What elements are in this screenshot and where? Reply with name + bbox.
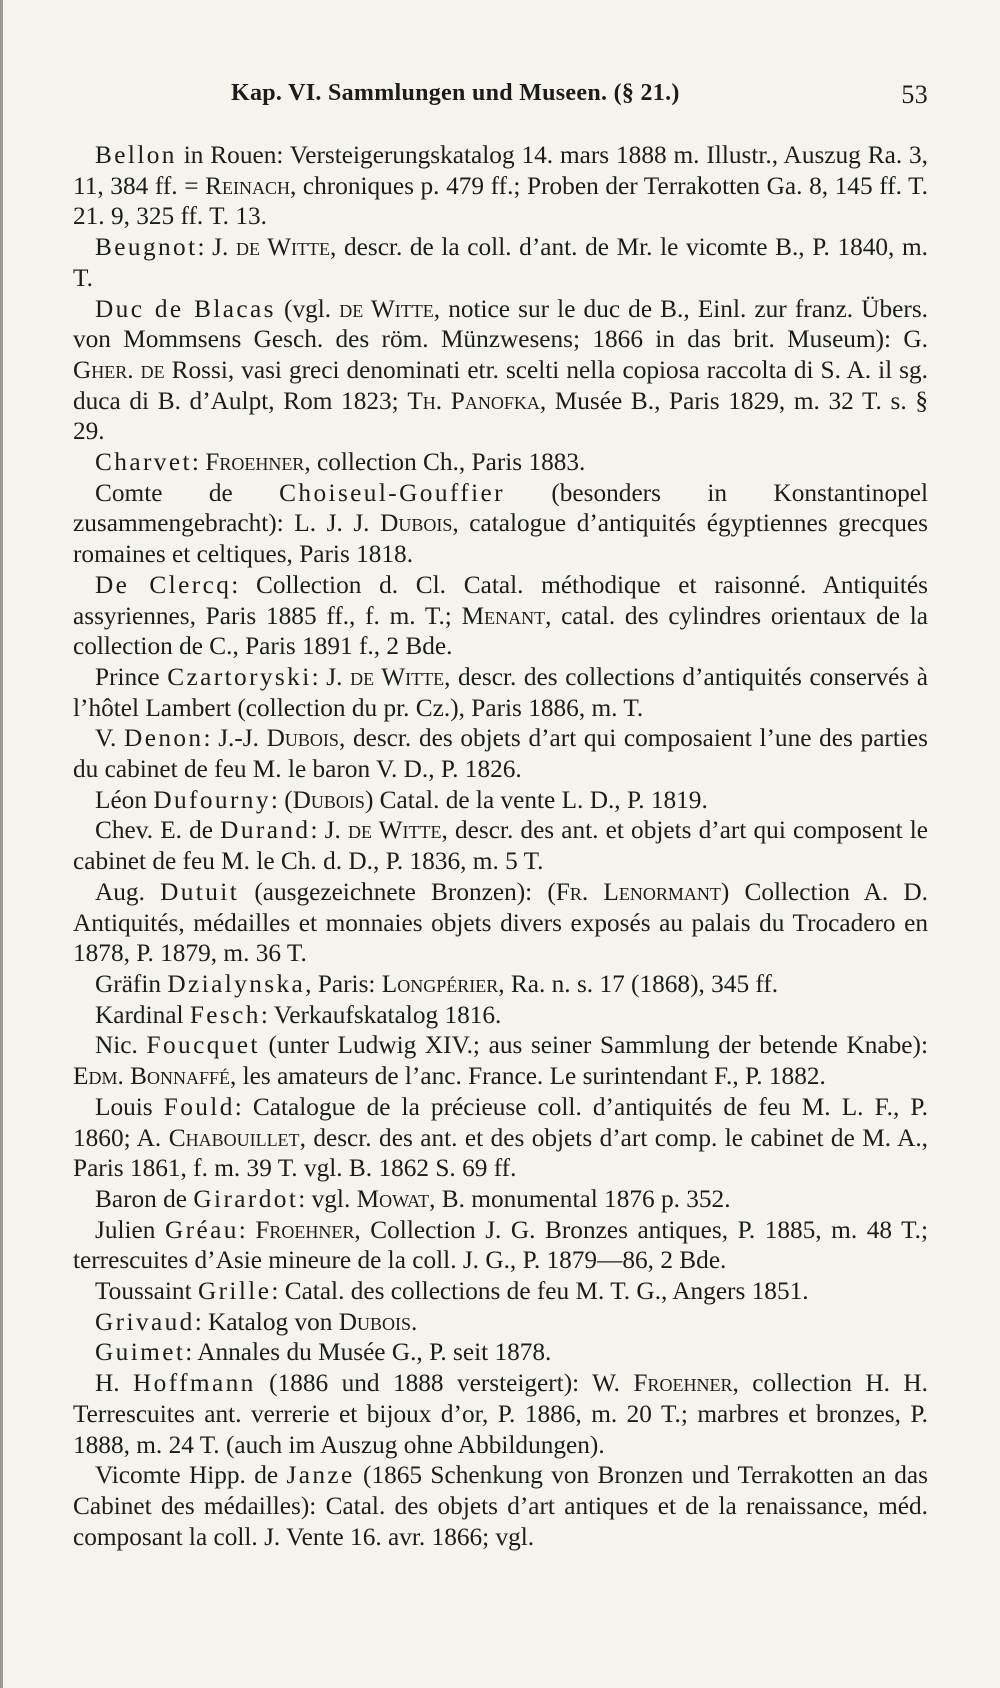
- entry-text: (besonders in Konstantinopel zusammengebracht): L. J. J.: [73, 478, 928, 538]
- collection-entry: [73, 478, 928, 570]
- author-name: de: [140, 355, 165, 384]
- author-name: Longpérier: [381, 969, 499, 998]
- entry-text: , B. monumental 1876 p. 352.: [429, 1184, 731, 1213]
- entry-text: : Verkaufskatalog 1816.: [260, 1000, 502, 1029]
- entry-text: , les amateurs de l’anc. France. Le surintendant F., P. 1882.: [230, 1062, 826, 1091]
- collection-entry: [73, 1092, 928, 1184]
- entry-text: : Katalog von: [194, 1307, 339, 1336]
- collector-name: Duc de Blacas: [95, 294, 276, 323]
- collector-name: Denon: [124, 724, 204, 753]
- collector-name: De Clercq: [95, 570, 232, 599]
- entry-text: Baron de: [95, 1184, 194, 1213]
- chapter-title: Kap. VI. Sammlungen und Museen. (§ 21.): [231, 80, 680, 106]
- page-number: 53: [901, 80, 928, 109]
- entry-text: Prince: [95, 662, 168, 691]
- collector-name: Girardot: [193, 1184, 299, 1213]
- entry-text: , descr. de la coll. d’ant. de Mr. le vicomte B., P. 1840, m. T.: [73, 233, 928, 292]
- entry-text: : Collection d. Cl. Catal. méthodique et raisonné. Antiquités assyriennes, Paris 1885 ff., f. m. T.;: [73, 570, 928, 630]
- collection-entry: [73, 1030, 928, 1091]
- author-name: Dubois: [338, 1307, 412, 1336]
- entry-text: : J.: [197, 233, 236, 262]
- author-name: Dubois: [266, 724, 339, 753]
- collector-name: Durand: [220, 816, 311, 845]
- collector-name: Beugnot: [95, 233, 198, 262]
- author-name: Th. Panofka: [407, 386, 540, 415]
- entry-text: Rossi, vasi greci denominati etr. scelti nella copiosa raccolta di S. A. il sg. duca di B. d’Aulpt, Rom 1823;: [73, 355, 928, 415]
- author-name: Mowat: [356, 1184, 430, 1213]
- collector-name: Dzialynska: [167, 969, 306, 998]
- author-name: Gher: [73, 355, 128, 384]
- collection-entry: [73, 1337, 928, 1368]
- entry-text: : J.: [310, 816, 348, 845]
- collection-entry: [73, 232, 928, 293]
- entry-text: , Ra. n. s. 17 (1868), 345 ff.: [498, 969, 779, 998]
- author-name: Edm. Bonnaffé: [73, 1062, 230, 1091]
- collector-name: Dutuit: [160, 877, 240, 906]
- collector-name: Dufourny: [153, 785, 271, 814]
- entry-text: Aug.: [95, 877, 161, 906]
- collection-entry: [73, 1307, 928, 1338]
- entry-text: , chroniques p. 479 ff.; Proben der Terrakotten Ga. 8, 145 ff. T. 21. 9, 325 ff. T. 13.: [73, 171, 929, 231]
- entry-text: (ausgezeichnete Bronzen): (: [239, 877, 556, 906]
- author-name: Froehner: [633, 1369, 733, 1398]
- author-name: Froehner: [255, 1215, 355, 1244]
- entry-text: V.: [95, 724, 125, 753]
- page-edge: [0, 0, 3, 1688]
- entry-text: (1865 Schenkung von Bronzen und Terrakotten an das Cabinet des médailles): Catal. des objets d’art antiques et de la renaissance, méd. composant la coll. J. Vente 16. avr. 1866; vgl.: [73, 1461, 928, 1551]
- author-name: de Witte: [339, 294, 434, 323]
- collector-name: Foucquet: [146, 1031, 260, 1060]
- collector-name: Janze: [286, 1461, 355, 1490]
- entry-text: (1886 und 1888 versteigert): W.: [255, 1369, 634, 1398]
- body-text: [73, 140, 928, 1552]
- collector-name: Bellon: [95, 141, 177, 169]
- author-name: Chabouillet: [168, 1123, 300, 1152]
- entry-text: : J.: [311, 662, 351, 691]
- collection-entry: [73, 447, 928, 478]
- collection-entry: [73, 1215, 928, 1276]
- entry-text: Chev. E. de: [95, 816, 221, 845]
- collection-entry: [73, 1000, 928, 1031]
- author-name: de Witte: [235, 233, 331, 262]
- collector-name: Guimet: [95, 1338, 186, 1367]
- entry-text: , catal. des cylindres orientaux de la collection de C., Paris 1891 f., 2 Bde.: [73, 601, 929, 661]
- collector-name: Grivaud: [95, 1307, 195, 1336]
- entry-text: Toussaint: [95, 1277, 198, 1306]
- collection-entry: [73, 1368, 928, 1460]
- collection-entry: [73, 1276, 928, 1307]
- entry-text: , descr. des ant. et des objets d’art comp. le cabinet de M. A., Paris 1861, f. m. 39 T. vgl. B. 1862 S. 69 ff.: [73, 1123, 929, 1183]
- author-name: Reinach: [205, 171, 290, 200]
- entry-text: .: [127, 355, 141, 384]
- collector-name: Czartoryski: [167, 662, 312, 691]
- entry-text: , catalogue d’antiquités égyptiennes grecques romaines et celtiques, Paris 1818.: [73, 509, 928, 569]
- collection-entry: [73, 877, 928, 969]
- entry-text: Gräfin: [95, 969, 168, 998]
- entry-text: ) Collection A. D. Antiquités, médailles et monnaies objets divers exposés au palais du Trocadero en 1878, P. 1879, m. 36 T.: [73, 877, 929, 968]
- entry-text: Comte de: [95, 478, 280, 507]
- collection-entry: [73, 294, 928, 448]
- entry-text: , notice sur le duc de B., Einl. zur franz. Übers. von Mommsens Gesch. des röm. Münzwesens; 1866 in das brit. Museum): G.: [73, 294, 928, 354]
- collection-entry: [73, 140, 928, 232]
- entry-text: :: [238, 1215, 256, 1244]
- entry-text: :: [191, 448, 206, 477]
- author-name: Froehner: [205, 448, 305, 477]
- collection-entry: [73, 723, 928, 784]
- entry-text: .: [411, 1307, 418, 1336]
- entry-text: (vgl.: [275, 294, 340, 323]
- entry-text: : Catalogue de la précieuse coll. d’antiquités de feu M. L. F., P. 1860; A.: [73, 1092, 928, 1152]
- collection-entry: [73, 570, 928, 662]
- entry-text: , Musée B., Paris 1829, m. 32 T. s. § 29.: [73, 386, 928, 446]
- entry-text: Kardinal: [95, 1000, 190, 1029]
- collector-name: Grille: [197, 1277, 272, 1306]
- entry-text: H.: [95, 1369, 134, 1398]
- author-name: de Witte: [350, 662, 445, 691]
- author-name: Menant: [461, 601, 546, 630]
- entry-text: , collection Ch., Paris 1883.: [304, 448, 586, 477]
- entry-text: Vicomte Hipp. de: [95, 1461, 287, 1490]
- collection-entry: [73, 785, 928, 816]
- entry-text: , Paris:: [305, 969, 382, 998]
- entry-text: : Annales du Musée G., P. seit 1878.: [185, 1338, 552, 1367]
- entry-text: : Catal. des collections de feu M. T. G., Angers 1851.: [271, 1277, 809, 1306]
- entry-text: ) Catal. de la vente L. D., P. 1819.: [364, 785, 708, 814]
- collection-entry: [73, 815, 928, 876]
- author-name: Dubois: [380, 509, 453, 538]
- entry-text: : (: [270, 785, 293, 814]
- collector-name: Gréau: [164, 1215, 239, 1244]
- collector-name: Fould: [163, 1092, 235, 1121]
- author-name: Dubois: [292, 785, 365, 814]
- author-name: Fr. Lenormant: [555, 877, 721, 906]
- entry-text: (unter Ludwig XIV.; aus seiner Sammlung der betende Knabe):: [259, 1031, 928, 1060]
- entry-text: Julien: [95, 1215, 165, 1244]
- entry-text: : vgl.: [298, 1184, 357, 1213]
- collection-entry: [73, 662, 928, 723]
- collection-entry: [73, 969, 928, 1000]
- entry-text: , collection H. H. Terrescuites ant. verrerie et bijoux d’or, P. 1886, m. 20 T.; marbres et bronzes, P. 1888, m. 24 T. (auch im Auszug ohne Abbildungen).: [73, 1369, 928, 1459]
- entry-text: , descr. des objets d’art qui composaient l’une des parties du cabinet de feu M. le baron V. D., P. 1826.: [73, 724, 928, 784]
- collector-name: Fesch: [189, 1000, 261, 1029]
- entry-text: Léon: [95, 785, 154, 814]
- collection-entry: [73, 1184, 928, 1215]
- entry-text: , descr. des ant. et objets d’art qui composent le cabinet de feu M. le Ch. d. D., P. 1836, m. 5 T.: [73, 816, 928, 876]
- entry-text: Louis: [95, 1092, 164, 1121]
- author-name: de Witte: [347, 816, 442, 845]
- collector-name: Choiseul-Gouffier: [279, 478, 505, 507]
- entry-text: , descr. des collections d’antiquités conservés à l’hôtel Lambert (collection du pr. Cz.), Paris 1886, m. T.: [73, 662, 929, 722]
- entry-text: , Collection J. G. Bronzes antiques, P. 1885, m. 48 T.; terrescuites d’Asie mineure de la coll. J. G., P. 1879—86, 2 Bde.: [73, 1215, 928, 1275]
- collector-name: Hoffmann: [133, 1369, 256, 1398]
- running-head: [231, 80, 928, 110]
- collector-name: Charvet: [95, 448, 192, 477]
- entry-text: : J.-J.: [203, 724, 267, 753]
- entry-text: Nic.: [95, 1031, 147, 1060]
- entry-text: in Rouen: Versteigerungskatalog 14. mars 1888 m. Illustr., Auszug Ra. 3, 11, 384 ff. =: [73, 141, 928, 200]
- collection-entry: [73, 1460, 928, 1552]
